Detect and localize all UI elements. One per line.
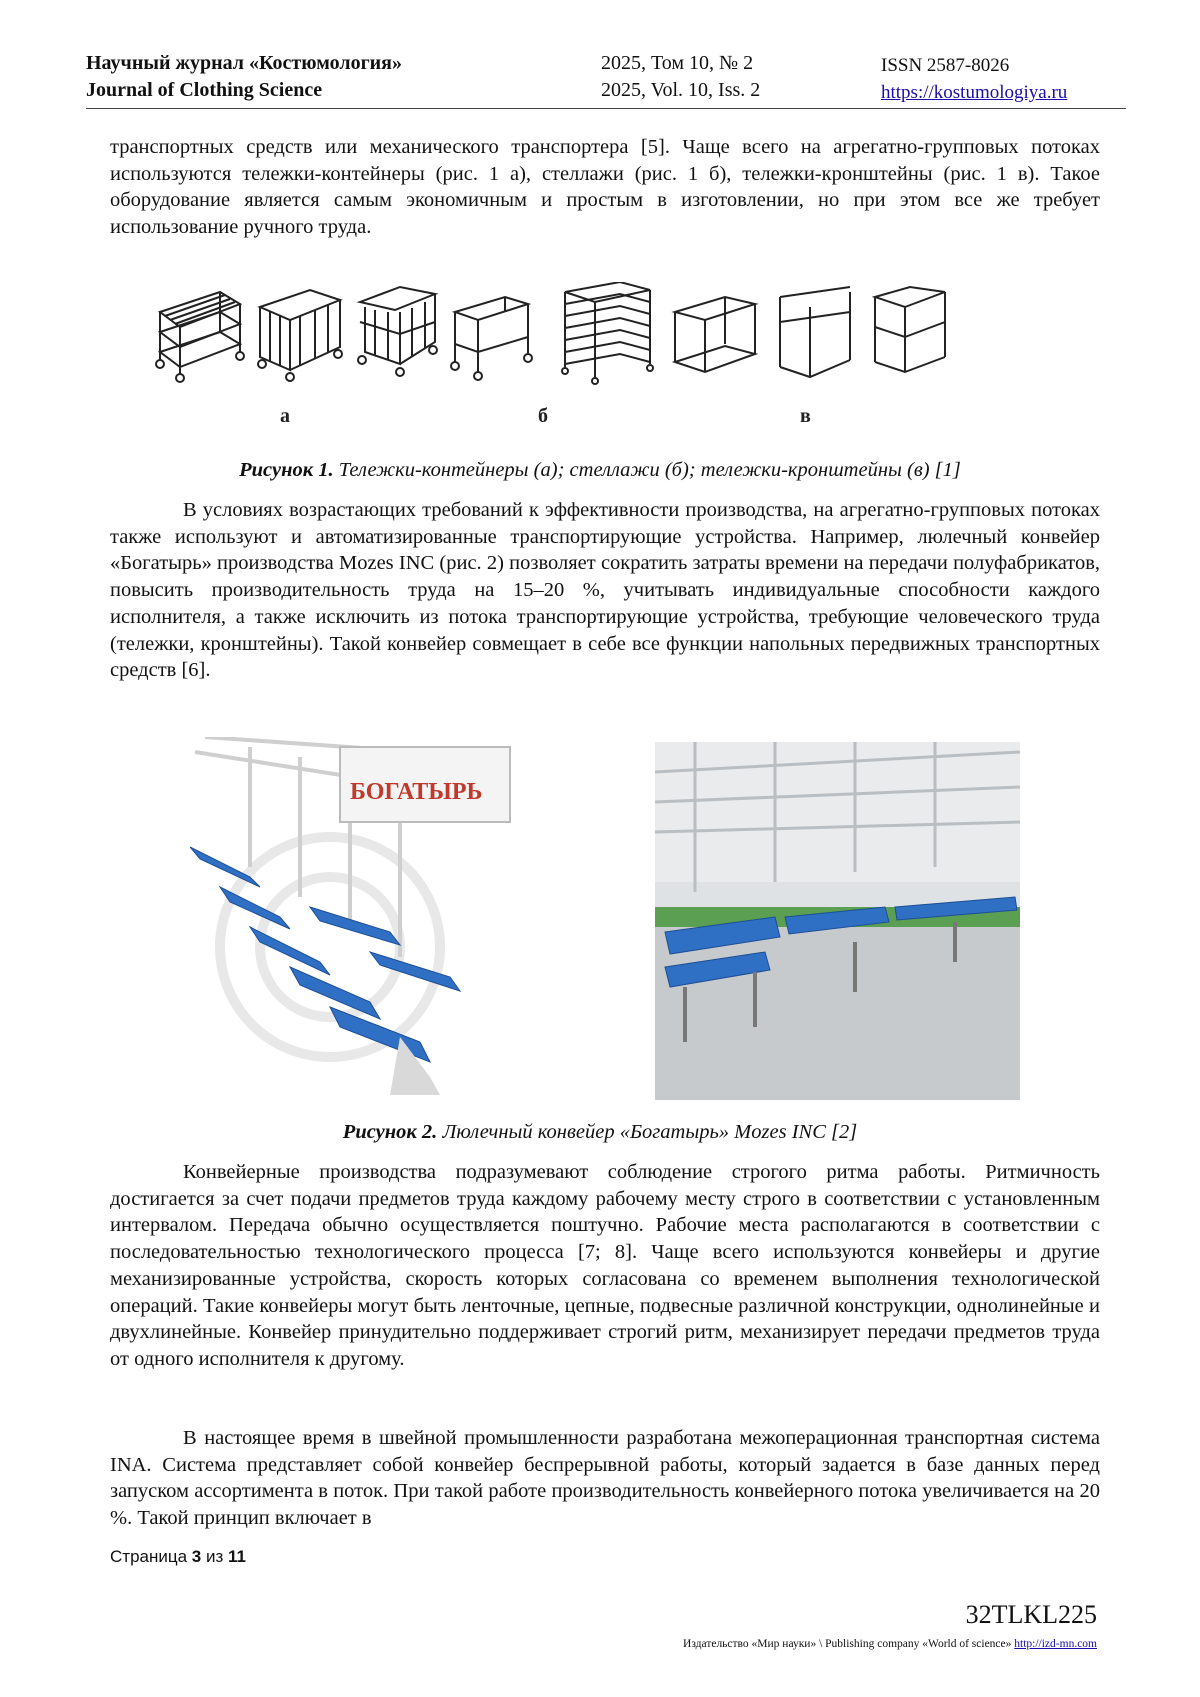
figure-2-caption-label: Рисунок 2. bbox=[342, 1121, 438, 1143]
issue-block bbox=[601, 50, 760, 104]
cart-container-drawing bbox=[258, 290, 342, 381]
figure-1-label-b: б bbox=[538, 405, 548, 427]
figure-1-label-v: в bbox=[800, 405, 811, 427]
paragraph-4: В настоящее время в швейной промышленности разработана межоперационная транспортная система INA. Система представляет собой конвейер беспрерывной работы, который задается в базе данных перед запуском ассортимента в поток. При такой работе производительность конвейерного потока увеличивается на 20 %. Такой принцип включает в bbox=[110, 1427, 1100, 1530]
page-mid: из bbox=[201, 1547, 228, 1566]
journal-name-block bbox=[86, 50, 402, 104]
figure-1-carts-illustration bbox=[150, 282, 1050, 437]
journal-url-link[interactable]: https://kostumologiya.ru bbox=[881, 82, 1068, 103]
rack-drawing bbox=[562, 282, 653, 384]
bracket-cart-drawing bbox=[675, 287, 945, 377]
publisher-url-link[interactable]: http://izd-mn.com bbox=[1014, 1638, 1097, 1650]
figure-2-conveyor-photo-left bbox=[190, 737, 550, 1095]
cart-container-drawing bbox=[156, 292, 244, 382]
figure-2-caption bbox=[0, 1119, 1200, 1145]
conveyor-sign: БОГАТЫРЬ bbox=[350, 779, 483, 805]
journal-header bbox=[86, 50, 1126, 109]
issn-block bbox=[881, 52, 1067, 106]
journal-name-ru: Научный журнал «Костюмология» bbox=[86, 52, 402, 74]
publisher-text: Издательство «Мир науки» \ Publishing company «World of science» bbox=[683, 1638, 1015, 1650]
issn: ISSN 2587-8026 bbox=[881, 55, 1010, 76]
figure-1-caption-text: Тележки-контейнеры (а); стеллажи (б); тележки-кронштейны (в) [1] bbox=[333, 459, 961, 481]
page-prefix: Страница bbox=[110, 1547, 192, 1566]
cart-container-drawing bbox=[358, 287, 437, 376]
publisher-line bbox=[683, 1638, 1097, 1650]
cart-frame-drawing bbox=[451, 297, 532, 380]
figure-2-conveyor-photo-right bbox=[655, 742, 1020, 1100]
figure-1-caption-label: Рисунок 1. bbox=[239, 459, 334, 481]
paragraph-1: транспортных средств или механического транспортера [5]. Чаще всего на агрегатно-групповых потоках используются тележки-контейнеры (рис. 1 а), стеллажи (рис. 1 б), тележки-кронштейны (рис. 1 в). Такое оборудование является самым экономичным и простым в изготовлении, но при этом все же требует использование ручного труда. bbox=[110, 136, 1100, 239]
journal-name-en: Journal of Clothing Science bbox=[86, 79, 323, 101]
paragraph-3: Конвейерные производства подразумевают соблюдение строгого ритма работы. Ритмичность достигается за счет подачи предметов труда каждому рабочему месту строго в соответствии с установленным интервалом. Передача обычно осуществляется поштучно. Рабочие места располагаются в соответствии с последовательностью технологического процесса [7; 8]. Чаще всего используются конвейеры и другие механизированные устройства, скорость которых согласована со временем выполнения технологической операций. Такие конвейеры могут быть ленточные, цепные, подвесные различной конструкции, однолинейные и двухлинейные. Конвейер принудительно поддерживает строгий ритм, механизирует передачи предметов труда от одного исполнителя к другому. bbox=[110, 1161, 1100, 1370]
page-number bbox=[110, 1547, 246, 1567]
page-total: 11 bbox=[228, 1547, 246, 1566]
figure-2-caption-text: Люлечный конвейер «Богатырь» Mozes INC [2] bbox=[437, 1121, 858, 1143]
figure-1-label-a: а bbox=[280, 405, 290, 427]
page-current: 3 bbox=[191, 1547, 202, 1566]
figure-1-caption bbox=[0, 457, 1200, 483]
paragraph-2: В условиях возрастающих требований к эффективности производства, на агрегатно-групповых потоках также используют и автоматизированные транспортирующие устройства. Например, люлечный конвейер «Богатырь» производства Mozes INC (рис. 2) позволяет сократить затраты времени на передачи полуфабрикатов, повысить производительность труда на 15–20 %, учитывать индивидуальные способности каждого исполнителя, а также исключить из потока транспортирующие устройства, требующие человеческого труда (тележки, кронштейны). Такой конвейер совмещает в себе все функции напольных передвижных транспортных средств [6]. bbox=[110, 499, 1100, 682]
article-code: 32TLKL225 bbox=[965, 1600, 1097, 1629]
issue-ru: 2025, Том 10, № 2 bbox=[601, 52, 754, 74]
issue-en: 2025, Vol. 10, Iss. 2 bbox=[601, 79, 761, 101]
